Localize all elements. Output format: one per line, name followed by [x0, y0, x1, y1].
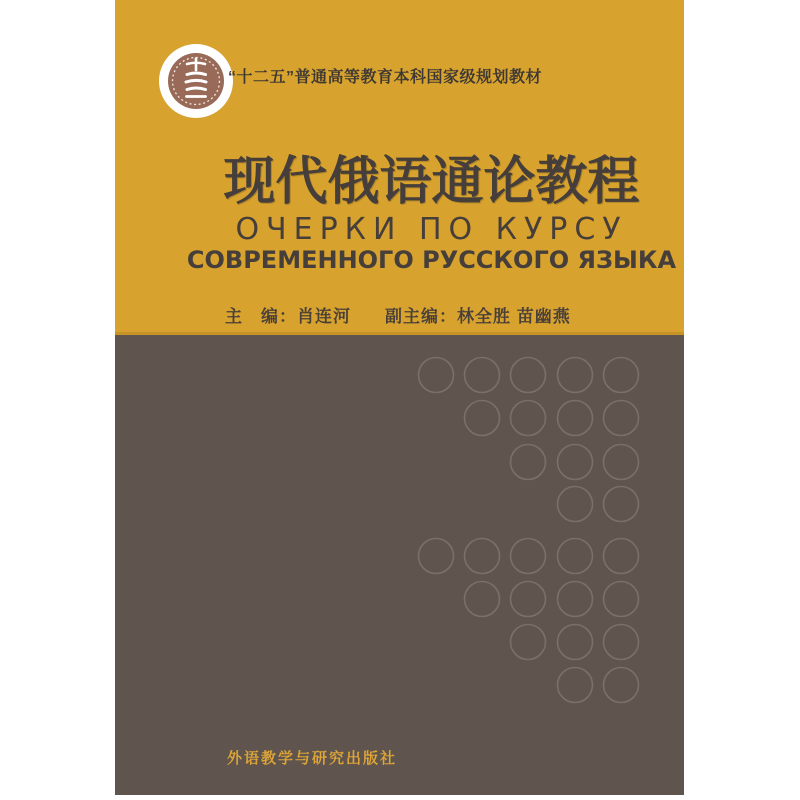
- pattern-circle: [511, 445, 546, 480]
- pattern-circle: [604, 487, 639, 522]
- book-title-russian-line1: ОЧЕРКИ ПО КУРСУ: [235, 212, 628, 247]
- pattern-circle: [558, 582, 593, 617]
- title-block: [149, 156, 714, 273]
- pattern-circle: [558, 445, 593, 480]
- pattern-circle: [558, 539, 593, 574]
- pattern-circle: [558, 401, 593, 436]
- pattern-circle: [604, 668, 639, 703]
- pattern-circle: [511, 401, 546, 436]
- pattern-circle: [558, 358, 593, 393]
- pattern-circle: [465, 401, 500, 436]
- pattern-circle: [465, 582, 500, 617]
- pattern-circle: [558, 625, 593, 660]
- cover-bottom-section: [115, 335, 684, 795]
- pattern-circle: [558, 487, 593, 522]
- pattern-circle: [604, 358, 639, 393]
- pattern-circle: [558, 668, 593, 703]
- pattern-circle: [604, 625, 639, 660]
- chief-editor-label: 主 编：: [225, 307, 297, 326]
- book-cover: [115, 0, 684, 795]
- pattern-circle: [465, 358, 500, 393]
- pattern-circle: [604, 582, 639, 617]
- pattern-circle: [419, 358, 454, 393]
- decorative-circles-pattern: [115, 335, 684, 795]
- book-title-chinese: 现代俄语通论教程: [223, 154, 640, 211]
- book-title-russian-line2: СОВРЕМЕННОГО РУССКОГО ЯЗЫКА: [186, 246, 677, 274]
- editors-line: [225, 302, 571, 327]
- series-banner-text: “十二五”普通高等教育本科国家级规划教材: [228, 69, 543, 86]
- pattern-circle: [511, 625, 546, 660]
- series-logo-icon: [159, 44, 233, 118]
- pattern-circle: [604, 539, 639, 574]
- pattern-circle: [511, 582, 546, 617]
- pattern-circle: [419, 539, 454, 574]
- pattern-circle: [511, 539, 546, 574]
- pattern-circle: [604, 401, 639, 436]
- pattern-circle: [511, 358, 546, 393]
- pattern-circle: [604, 445, 639, 480]
- chief-editor-name: 肖连河: [297, 307, 351, 326]
- deputy-editor-label: 副主编：: [385, 307, 457, 326]
- pattern-circle: [465, 539, 500, 574]
- publisher-name: 外语教学与研究出版社: [227, 750, 398, 767]
- deputy-editor-names: 林全胜 苗幽燕: [457, 307, 571, 326]
- cover-top-section: [115, 0, 684, 335]
